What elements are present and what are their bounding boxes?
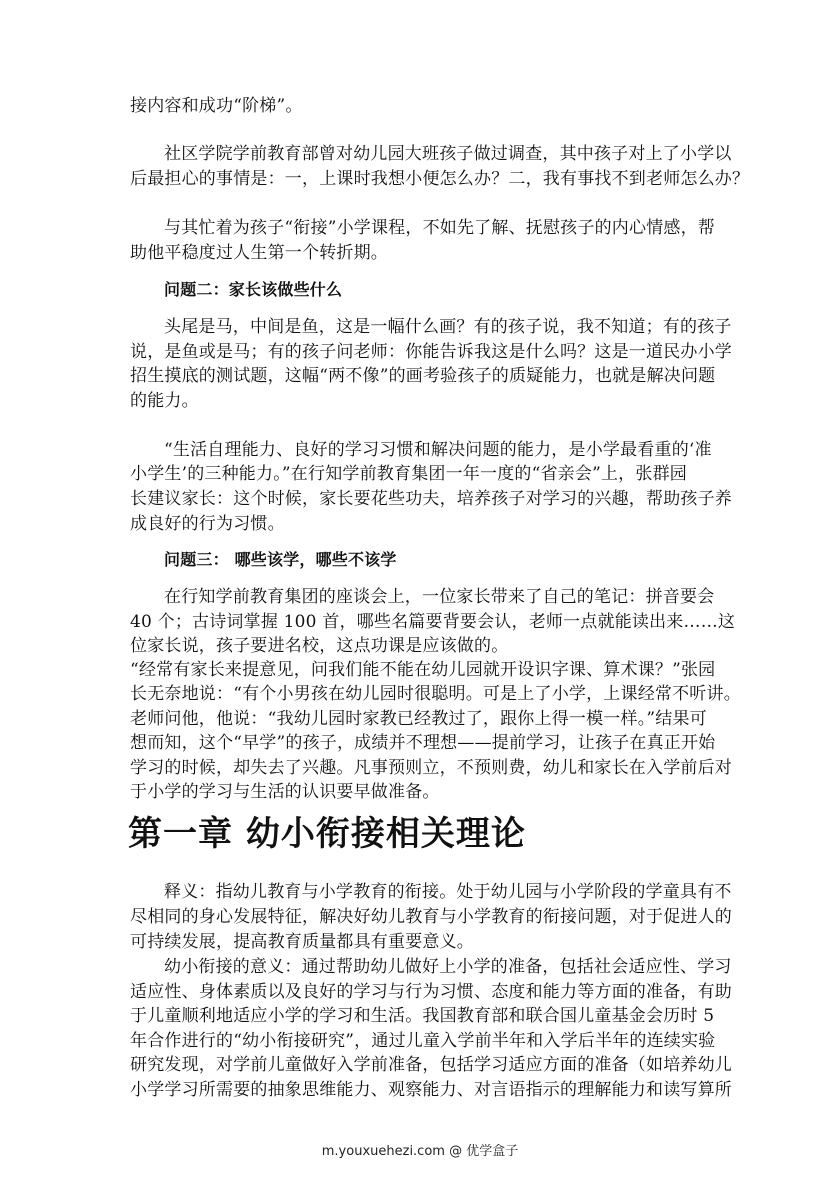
paragraph-line: 社区学院学前教育部曾对幼儿园大班孩子做过调查，其中孩子对上了小学以 — [164, 144, 732, 164]
paragraph-line: 40 个；古诗词掌握 100 首，哪些名篇要背要会认，老师一点就能读出来……这 — [130, 612, 736, 632]
section-heading: 问题二：家长该做些什么 — [164, 280, 343, 299]
paragraph-line: 尽相同的身心发展特征，解决好幼儿教育与小学教育的衔接问题，对于促进人的 — [130, 907, 732, 927]
paragraph-line: 释义：指幼儿教育与小学教育的衔接。处于幼儿园与小学阶段的学童具有不 — [164, 882, 732, 902]
paragraph-line: 头尾是马，中间是鱼，这是一幅什么画？有的孩子说，我不知道；有的孩子 — [164, 317, 732, 337]
paragraph-line: 幼小衔接的意义：通过帮助幼儿做好上小学的准备，包括社会适应性、学习 — [164, 957, 732, 977]
paragraph-line: 老师问他，他说：“我幼儿园时家教已经教过了，跟你上得一模一样。”结果可 — [130, 709, 707, 729]
paragraph-line: 后最担心的事情是：一，上课时我想小便怎么办？二，我有事找不到老师怎么办？ — [130, 169, 750, 189]
paragraph-line: 长建议家长：这个时候，家长要花些功夫，培养孩子对学习的兴趣，帮助孩子养 — [130, 489, 732, 509]
footer-watermark: m.youxuehezi.com @ 优学盒子 — [321, 1144, 519, 1159]
paragraph-line: 于儿童顺利地适应小学的学习和生活。我国教育部和联合国儿童基金会历时 5 — [130, 1006, 715, 1026]
paragraph-line: 与其忙着为孩子“衔接”小学课程，不如先了解、抚慰孩子的内心情感，帮 — [164, 218, 715, 238]
paragraph-line: 在行知学前教育集团的座谈会上，一位家长带来了自己的笔记：拼音要会 — [164, 587, 715, 607]
chapter-title: 第一章 幼小衔接相关理论 — [128, 814, 526, 854]
paragraph-line: 说，是鱼或是马；有的孩子问老师：你能告诉我这是什么吗？这是一道民办小学 — [130, 342, 732, 362]
paragraph-line: 招生摸底的测试题，这幅“两不像”的画考验孩子的质疑能力，也就是解决问题 — [130, 366, 716, 386]
paragraph-line: 年合作进行的“幼小衔接研究”，通过儿童入学前半年和入学后半年的连续实验 — [130, 1031, 716, 1051]
paragraph-line: 长无奈地说：“有个小男孩在幼儿园时很聪明。可是上了小学，上课经常不听讲。 — [130, 684, 741, 704]
paragraph-line: 成良好的行为习惯。 — [130, 514, 285, 534]
paragraph-line: 于小学的学习与生活的认识要早做准备。 — [130, 782, 440, 802]
paragraph-line: 学习的时候，却失去了兴趣。凡事预则立，不预则费，幼儿和家长在入学前后对 — [130, 758, 732, 778]
paragraph-line: 小学生’的三种能力。”在行知学前教育集团一年一度的“省亲会”上，张群园 — [130, 464, 687, 484]
paragraph-line: 可持续发展，提高教育质量都具有重要意义。 — [130, 932, 474, 952]
paragraph-line: 适应性、身体素质以及良好的学习与行为习惯、态度和能力等方面的准备，有助 — [130, 982, 732, 1002]
paragraph-line: 小学学习所需要的抽象思维能力、观察能力、对言语指示的理解能力和读写算所 — [130, 1080, 732, 1100]
paragraph-line: “生活自理能力、良好的学习习惯和解决问题的能力，是小学最看重的‘准 — [164, 440, 712, 460]
paragraph-line: 研究发现，对学前儿童做好入学前准备，包括学习适应方面的准备（如培养幼儿 — [130, 1055, 732, 1075]
paragraph-line: “经常有家长来提意见，问我们能不能在幼儿园就开设识字课、算术课？”张园 — [130, 660, 716, 680]
paragraph-line: 想而知，这个“早学”的孩子，成绩并不理想——提前学习，让孩子在真正开始 — [130, 733, 716, 753]
paragraph-line: 助他平稳度过人生第一个转折期。 — [130, 243, 388, 263]
text-line: 接内容和成功“阶梯”。 — [130, 96, 303, 116]
paragraph-line: 的能力。 — [130, 391, 199, 411]
paragraph-line: 位家长说，孩子要进名校，这点功课是应该做的。 — [130, 636, 509, 656]
section-heading: 问题三： 哪些该学，哪些不该学 — [164, 550, 397, 569]
